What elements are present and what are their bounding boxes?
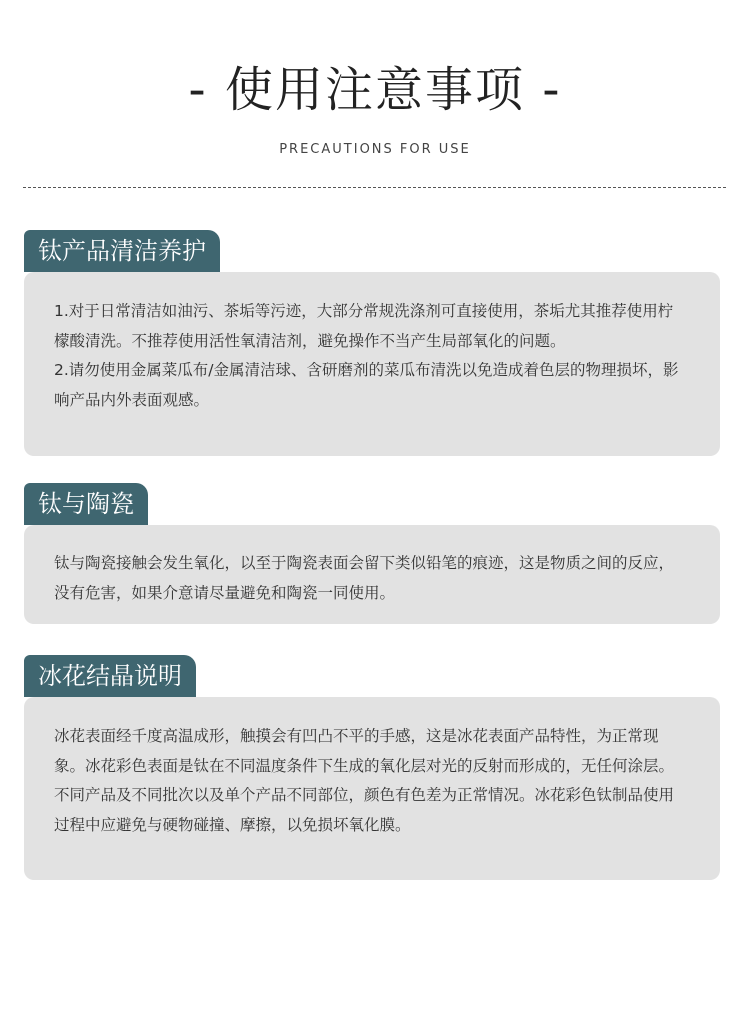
section-tag: 钛与陶瓷 [24, 483, 148, 525]
section-tag: 钛产品清洁养护 [24, 230, 220, 272]
paragraph: 钛与陶瓷接触会发生氧化，以至于陶瓷表面会留下类似铅笔的痕迹，这是物质之间的反应，没有危害，如果介意请尽量避免和陶瓷一同使用。 [54, 554, 675, 602]
section-card [24, 272, 720, 456]
section-card [24, 525, 720, 624]
paragraph: 冰花表面经千度高温成形，触摸会有凹凸不平的手感，这是冰花表面产品特性，为正常现象。冰花彩色表面是钛在不同温度条件下生成的氧化层对光的反射而形成的，无任何涂层。不同产品及不同批次以及单个产品不同部位，颜色有色差为正常情况。冰花彩色钛制品使用过程中应避免与硬物碰撞、摩擦，以免损坏氧化膜。 [54, 727, 675, 834]
page-subtitle: PRECAUTIONS FOR USE [279, 142, 471, 157]
dashed-divider [23, 187, 726, 188]
paragraph: 1.对于日常清洁如油污、茶垢等污迹，大部分常规洗涤剂可直接使用，茶垢尤其推荐使用柠檬酸清洗。不推荐使用活性氧清洁剂，避免操作不当产生局部氧化的问题。 [54, 302, 674, 350]
paragraph: 2.请勿使用金属菜瓜布/金属清洁球、含研磨剂的菜瓜布清洗以免造成着色层的物理损坏，影响产品内外表面观感。 [54, 361, 679, 409]
section-tag: 冰花结晶说明 [24, 655, 196, 697]
page-title: - 使用注意事项 - [188, 62, 562, 118]
section-card [24, 697, 720, 880]
